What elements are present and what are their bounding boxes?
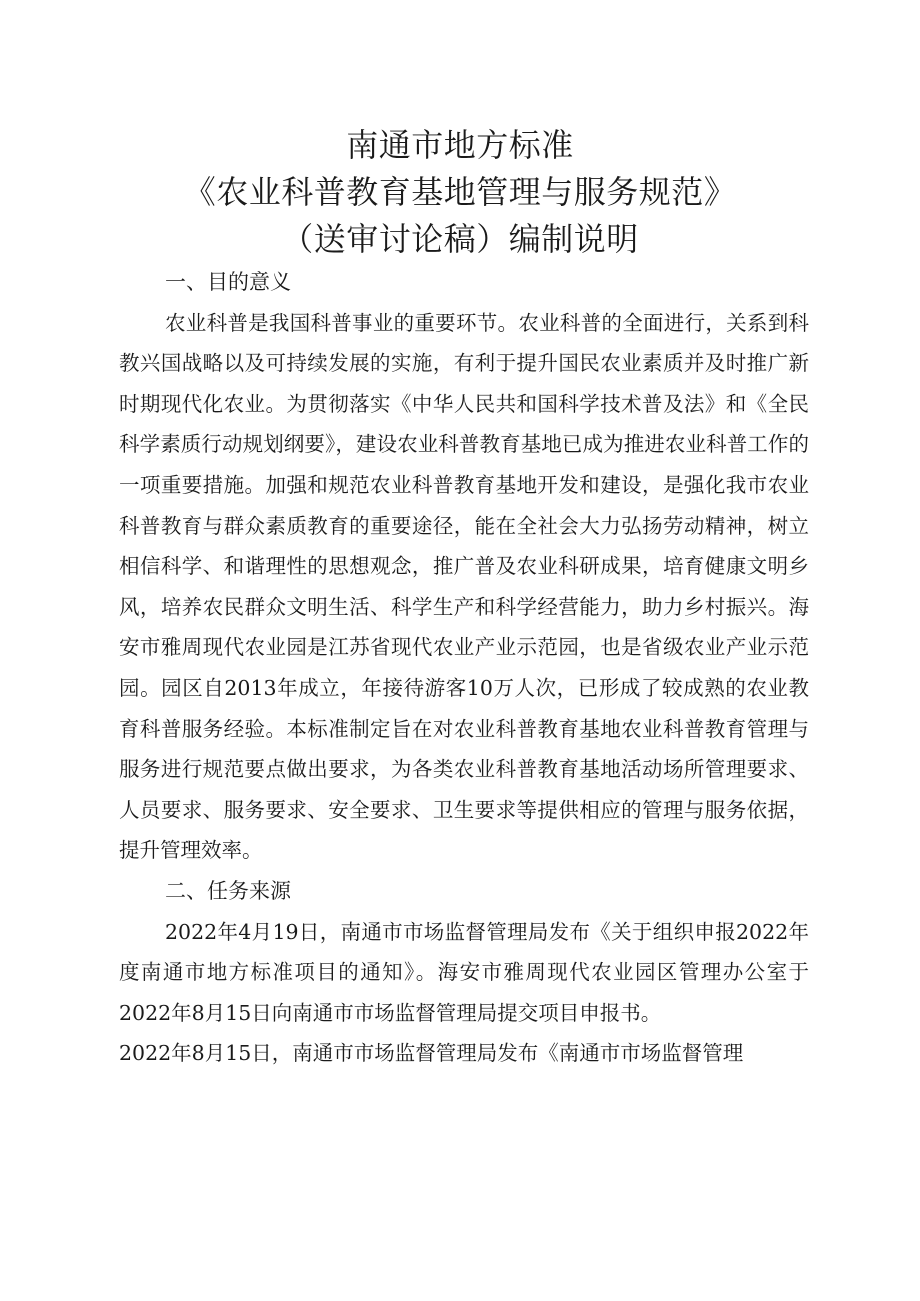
paragraph-task-source-1: 2022年4月19日，南通市市场监督管理局发布《关于组织申报2022年度南通市地方标准项目的通知》。海安市雅周现代农业园区管理办公室于2022年8月15日向南通市市场监督管理局提交项目申报书。	[119, 919, 809, 1025]
title-line-2: 《农业科普教育基地管理与服务规范》	[183, 173, 737, 211]
document-body	[119, 262, 809, 1074]
paragraph-purpose: 农业科普是我国科普事业的重要环节。农业科普的全面进行，关系到科教兴国战略以及可持续发展的实施，有利于提升国民农业素质并及时推广新时期现代化农业。为贯彻落实《中华人民共和国科学技术普及法》和《全民科学素质行动规划纲要》，建设农业科普教育基地已成为推进农业科普工作的一项重要措施。加强和规范农业科普教育基地开发和建设，是强化我市农业科普教育与群众素质教育的重要途径，能在全社会大力弘扬劳动精神，树立相信科学、和谐理性的思想观念，推广普及农业科研成果，培育健康文明乡风，培养农民群众文明生活、科学生产和科学经营能力，助力乡村振兴。海安市雅周现代农业园是江苏省现代农业产业示范园，也是省级农业产业示范园。园区自2013年成立，年接待游客10万人次，已形成了较成熟的农业教育科普服务经验。本标准制定旨在对农业科普教育基地农业科普教育管理与服务进行规范要点做出要求，为各类农业科普教育基地活动场所管理要求、人员要求、服务要求、安全要求、卫生要求等提供相应的管理与服务依据，提升管理效率。	[119, 310, 809, 863]
section-heading-task-source: 二、任务来源	[165, 878, 291, 903]
title-line-3: （送审讨论稿）编制说明	[281, 220, 639, 258]
section-heading-purpose: 一、目的意义	[165, 270, 291, 294]
paragraph-task-source-2: 2022年8月15日，南通市市场监督管理局发布《南通市市场监督管理	[119, 1041, 744, 1066]
title-line-1: 南通市地方标准	[346, 126, 574, 164]
document-title	[0, 122, 920, 263]
